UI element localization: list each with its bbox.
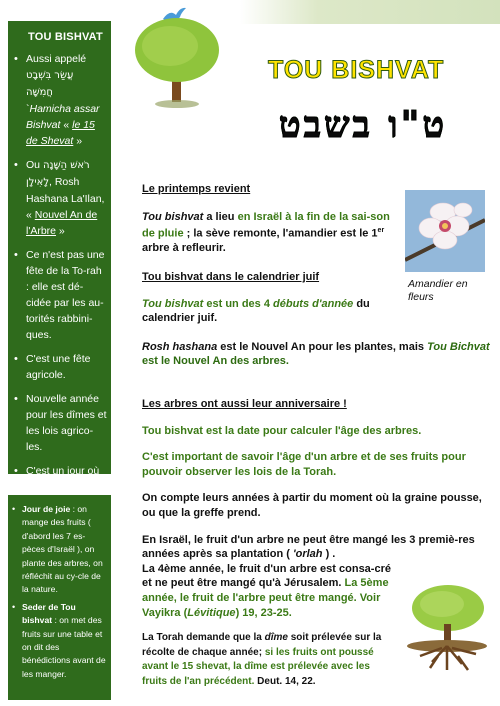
bullet-icon: • <box>12 601 16 612</box>
paragraph: Tou bishvat est la date pour calculer l'âge des arbres. <box>142 424 422 437</box>
list-text: : on met des fruits sur une table et on dit des bénédictions avant de les manger. <box>22 615 106 679</box>
text-italic: dîme <box>264 632 288 644</box>
bullet-icon: • <box>14 393 18 405</box>
list-text: C'est une fête agricole. <box>26 353 91 381</box>
hebrew-text: רֹאשׁ הַשָּׁנָה <box>42 160 90 171</box>
list-item <box>14 51 107 149</box>
text-italic: Tou bishvat <box>142 210 204 223</box>
list-item <box>12 601 107 681</box>
text: La 4ème année, le fruit d'un arbre est consa-cré et ne peut être mangé qu'à Jérusalem. <box>142 562 391 590</box>
list-item <box>14 351 107 383</box>
sidebar-list <box>14 51 107 495</box>
text: est le Nouvel An pour les plantes, mais <box>217 340 428 353</box>
bullet-icon: • <box>14 465 18 477</box>
text: La Torah demande que la <box>142 632 265 644</box>
shevat-link[interactable]: le 15 de Shevat <box>26 119 95 147</box>
paragraph <box>142 297 400 326</box>
sidebar-info <box>8 21 111 493</box>
list-text: » <box>73 135 83 147</box>
text-green: ) 19, 23-25. <box>235 606 292 619</box>
list-text: , Rosh Hashana La'Ilan, « <box>26 176 105 221</box>
list-text: Ce n'est pas une fête de la To-rah : elle est dé-cidée par les au-torités rabbini-ques. <box>26 249 105 341</box>
text-italic: débuts d'année <box>273 297 354 310</box>
text-italic: 'orlah <box>293 548 323 561</box>
sidebar-customs <box>8 495 111 700</box>
section-heading: Tou bishvat dans le calendrier juif <box>142 271 320 284</box>
text-italic: Tou Bichvat <box>427 340 490 353</box>
hebrew-text: חֲמִשָּׁה <box>26 87 53 98</box>
list-item <box>14 247 107 343</box>
list-text: Aussi appelé <box>26 53 87 65</box>
hebrew-text: לָאִילָן <box>26 177 50 188</box>
list-text: Ou <box>26 159 41 171</box>
list-item <box>12 503 107 597</box>
list-text: « <box>60 119 73 131</box>
text-green: La 5ème année, le fruit de l'arbre peut être mangé. Voir Vayikra ( <box>142 577 389 619</box>
list-text-bold: Jour de joie <box>22 504 71 514</box>
text: ) . <box>322 548 336 561</box>
bullet-icon: • <box>14 353 18 365</box>
list-item <box>14 157 107 239</box>
superscript: er <box>377 227 385 235</box>
text: ; la sève remonte, l'amandier est le 1 <box>183 227 378 240</box>
paragraph <box>142 562 396 620</box>
tree-illustration <box>132 10 222 110</box>
bullet-icon: • <box>12 504 16 514</box>
text: arbre à refleurir. <box>142 242 226 255</box>
paragraph <box>142 533 490 562</box>
header-bar <box>240 0 500 24</box>
paragraph <box>142 210 404 256</box>
list-text: ` <box>26 103 30 115</box>
section-heading: Le printemps revient <box>142 183 251 195</box>
text-italic: Lévitique <box>187 606 236 619</box>
section-heading: Les arbres ont aussi leur anniversaire ! <box>142 398 347 410</box>
text: du calendrier juif. <box>142 297 370 325</box>
list-item <box>14 391 107 455</box>
customs-list <box>12 503 107 681</box>
nouvel-an-link[interactable]: Nouvel An de l'Arbre <box>26 209 98 237</box>
hebrew-text: עֲשַׂר בִּשְׁבָט <box>26 70 74 81</box>
text-green: en Israël à la fin de la sai-son de pluie <box>142 210 390 240</box>
bullet-icon: • <box>14 159 18 171</box>
paragraph <box>142 340 490 369</box>
tree-roots-illustration <box>402 584 492 674</box>
text-green: si les fruits ont poussé avant le 15 shevat, la dîme est prélevée avec les fruits de l'an précédent. <box>142 646 374 687</box>
list-text: : on mange des fruits ( d'abord les 7 es-pèces d'Israël ), on plante des arbres, on réfléchit au cy-cle de la nature. <box>22 504 103 595</box>
paragraph: On compte leurs années à partir du moment où la graine pousse, ou que la greffe prend. <box>142 492 482 519</box>
text: Deut. 14, 22. <box>254 675 316 687</box>
text: soit prélevée sur la récolte de chaque année; <box>142 632 382 658</box>
text: a lieu <box>203 210 238 223</box>
list-text: » <box>56 225 65 237</box>
list-text: Nouvelle année pour les dîmes et les lois agrico-les. <box>26 393 107 453</box>
sidebar-heading: TOU BISHVAT <box>28 31 103 43</box>
text-green: est le Nouvel An des arbres. <box>142 355 289 368</box>
paragraph <box>142 631 396 689</box>
bullet-icon: • <box>14 249 18 261</box>
text-italic: Rosh hashana <box>142 340 218 353</box>
paragraph: C'est important de savoir l'âge d'un arbre et de ses fruits pour pouvoir observer les lois de la Torah. <box>142 451 466 478</box>
bullet-icon: • <box>14 53 18 65</box>
list-text-bold: Seder de Tou bishvat <box>22 601 76 626</box>
hebrew-title: ט"ו בשבט <box>248 104 478 146</box>
photo-caption: Amandier en fleurs <box>408 278 468 303</box>
list-text-italic: Hamicha assar Bishvat <box>26 103 100 131</box>
text-italic: Tou bishvat <box>142 297 204 310</box>
page-title: TOU BISHVAT <box>268 56 445 84</box>
list-text: C'est un jour où on travaille. <box>26 465 100 493</box>
text-green: est un des 4 <box>203 297 274 310</box>
list-item <box>14 463 107 495</box>
text: En Israël, le fruit d'un arbre ne peut être mangé les 3 premiè-res années après sa plantation ( <box>142 533 475 561</box>
